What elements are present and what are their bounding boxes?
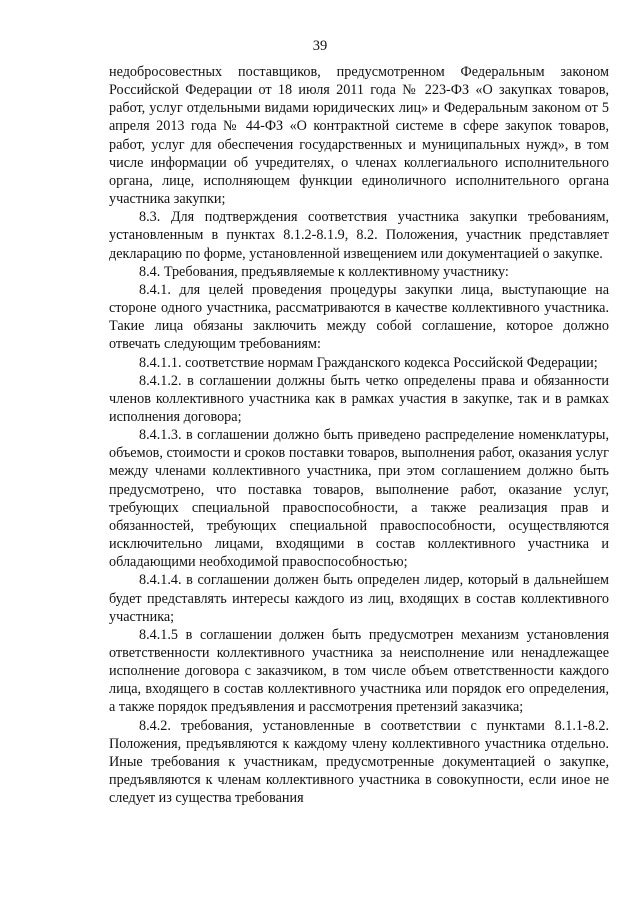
paragraph-8-4-1-5: 8.4.1.5 в соглашении должен быть предусмотрен механизм установления ответственности коллективного участника за неисполнение или ненадлежащее исполнение договора с заказчиком, в том числе объем ответственности каждого лица, входящего в состав коллективного участника или порядок его определения, а также порядок предъявления и рассмотрения претензий заказчика; bbox=[109, 626, 609, 716]
paragraph-8-4-1-3: 8.4.1.3. в соглашении должно быть приведено распределение номенклатуры, объемов, стоимости и сроков поставки товаров, выполнения работ, оказания услуг между членами коллективного участника, при этом соглашением должно быть предусмотрено, что поставка товаров, выполнение работ, оказание услуг, требующих специальной правоспособности, а также реализация прав и обязанностей, требующих специальной правоспособности, осуществляются исключительно лицами, входящими в состав коллективного участника и обладающими необходимой правоспособностью; bbox=[109, 427, 609, 571]
paragraph-8-4: 8.4. Требования, предъявляемые к коллективному участнику: bbox=[139, 263, 509, 280]
paragraph-8-3: 8.3. Для подтверждения соответствия участника закупки требованиям, установленным в пунктах 8.1.2-8.1.9, 8.2. Положения, участник представляет декларацию по форме, установленной извещением или документацией о закупке. bbox=[109, 209, 609, 262]
paragraph-8-4-1: 8.4.1. для целей проведения процедуры закупки лица, выступающие на стороне одного участника, рассматриваются в качестве коллективного участника. Такие лица обязаны заключить между собой соглашение, которое должно отвечать следующим требованиям: bbox=[109, 281, 609, 353]
paragraph-8-4-1-2: 8.4.1.2. в соглашении должны быть четко определены права и обязанности членов коллективного участника как в рамках участия в закупке, так и в рамках исполнения договора; bbox=[109, 372, 609, 425]
paragraph-8-4-2: 8.4.2. требования, установленные в соответствии с пунктами 8.1.1-8.2. Положения, предъявляются к каждому члену коллективного участника отдельно. Иные требования к участникам, предусмотренные документацией о закупке, предъявляются к членам коллективного участника в совокупности, если иное не следует из существа требования bbox=[109, 717, 609, 807]
paragraph-8-4-1-1: 8.4.1.1. соответствие нормам Гражданского кодекса Российской Федерации; bbox=[139, 354, 598, 371]
paragraph-8-4-1-4: 8.4.1.4. в соглашении должен быть определен лидер, который в дальнейшем будет представлять интересы каждого из лиц, входящих в состав коллективного участника; bbox=[109, 572, 609, 625]
document-body bbox=[109, 63, 609, 807]
page-number: 39 bbox=[312, 38, 328, 54]
paragraph-continuation: недобросовестных поставщиков, предусмотренном Федеральным законом Российской Федерации от 18 июля 2011 года № 223-ФЗ «О закупках товаров, работ, услуг отдельными видами юридических лиц» и Федеральным законом от 5 апреля 2013 года № 44-ФЗ «О контрактной системе в сфере закупок товаров, работ, услуг для обеспечения государственных и муниципальных нужд», в том числе информации об учредителях, о членах коллегиального исполнительного органа, лице, исполняющем функции единоличного исполнительного органа участника закупки; bbox=[109, 64, 609, 208]
